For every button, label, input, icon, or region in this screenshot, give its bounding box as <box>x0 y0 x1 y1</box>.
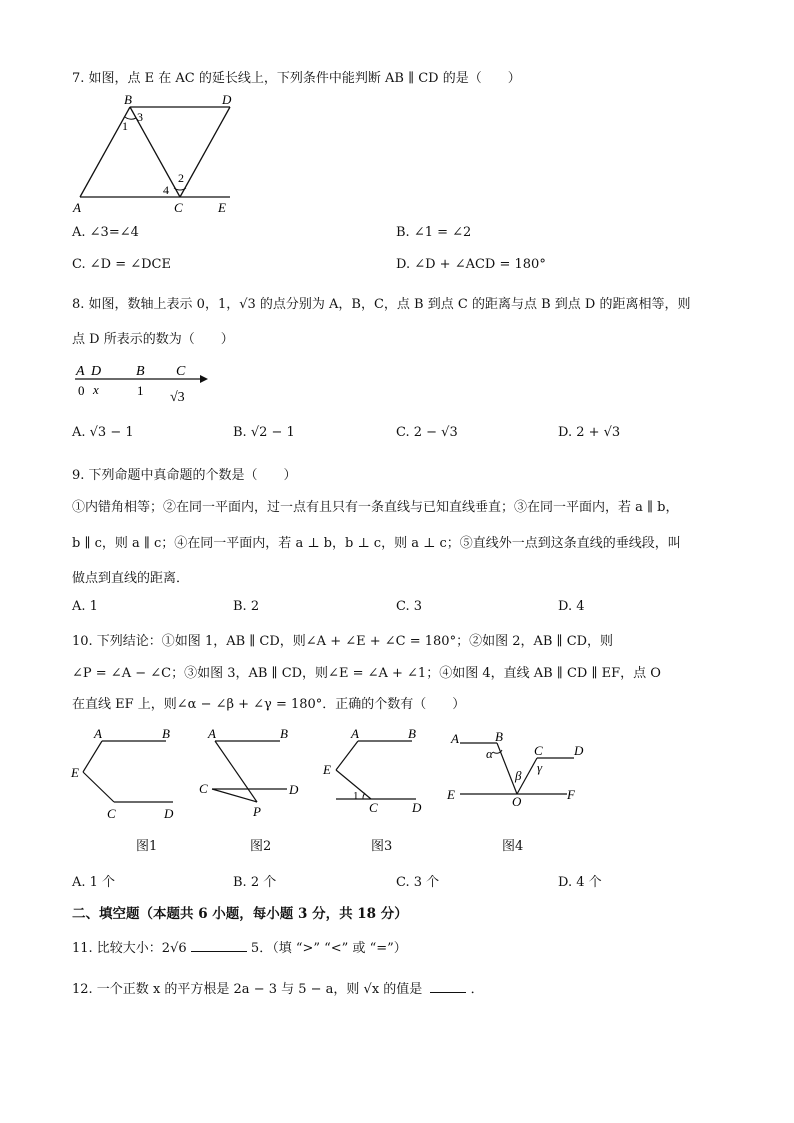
q8-stem-line2: 点 D 所表示的数为（ ） <box>72 332 234 347</box>
q10-option-c[interactable]: C. 3 个 <box>396 875 440 890</box>
q8-stem-line1: 8. 如图，数轴上表示 0，1，√3 的点分别为 A，B，C，点 B 到点 C 的距离与点 B 到点 D 的距离相等，则 <box>72 297 691 312</box>
q11-prefix: 11. 比较大小：2√6 <box>72 941 187 956</box>
q12-answer-blank[interactable] <box>430 980 466 993</box>
svg-text:B: B <box>495 729 503 744</box>
q10-caption-3: 图3 <box>371 839 393 854</box>
q7-option-a[interactable]: A. ∠3=∠4 <box>72 225 139 240</box>
svg-text:D: D <box>412 800 422 815</box>
svg-text:E: E <box>323 762 331 777</box>
q10-line1: 10. 下列结论：①如图 1，AB ∥ CD，则∠A + ∠E + ∠C = 180°；②如图 2，AB ∥ CD，则 <box>72 634 614 649</box>
q7-option-c[interactable]: C. ∠D = ∠DCE <box>72 257 171 272</box>
svg-text:D: D <box>289 782 299 797</box>
q10-option-d[interactable]: D. 4 个 <box>558 875 602 890</box>
svg-text:B: B <box>162 726 170 741</box>
svg-text:A: A <box>351 726 359 741</box>
svg-text:C: C <box>107 806 116 821</box>
q10-figure-2 <box>195 722 315 827</box>
q7-stem: 7. 如图，点 E 在 AC 的延长线上，下列条件中能判断 AB ∥ CD 的是（ ） <box>72 71 521 86</box>
q9-line3: 做点到直线的距离． <box>72 571 190 586</box>
q7-figure <box>70 92 245 217</box>
fig7-label-D: D <box>222 92 232 107</box>
fig7-label-3: 3 <box>137 110 143 124</box>
fig7-label-A: A <box>73 200 81 215</box>
q9-option-b[interactable]: B. 2 <box>233 599 260 614</box>
q7-option-b[interactable]: B. ∠1 = ∠2 <box>396 225 472 240</box>
axis-label-B: B <box>136 364 145 379</box>
svg-text:A: A <box>94 726 102 741</box>
q8-option-c[interactable]: C. 2 − √3 <box>396 425 458 440</box>
q9-option-a[interactable]: A. 1 <box>72 599 98 614</box>
axis-tick-1: 1 <box>137 383 144 398</box>
svg-text:E: E <box>447 787 455 802</box>
q12-end: ． <box>470 982 484 997</box>
fig7-label-1: 1 <box>122 119 128 133</box>
axis-tick-x: x <box>93 382 99 397</box>
q10-caption-4: 图4 <box>502 839 524 854</box>
svg-text:F: F <box>567 787 575 802</box>
q7-option-d[interactable]: D. ∠D + ∠ACD = 180° <box>396 257 546 272</box>
q8-option-b[interactable]: B. √2 − 1 <box>233 425 295 440</box>
svg-text:B: B <box>280 726 288 741</box>
axis-label-A: A <box>76 364 85 379</box>
svg-text:B: B <box>408 726 416 741</box>
q11-line <box>72 937 407 956</box>
section-2-title: 二、填空题（本题共 6 小题，每小题 3 分，共 18 分） <box>72 906 408 922</box>
svg-text:C: C <box>534 743 543 758</box>
fig7-label-4: 4 <box>163 183 169 197</box>
axis-label-C: C <box>176 364 186 379</box>
fig7-label-B: B <box>124 92 132 107</box>
q10-line2: ∠P = ∠A − ∠C；③如图 3，AB ∥ CD，则∠E = ∠A + ∠1；④如图 4，直线 AB ∥ CD ∥ EF，点 O <box>72 666 661 681</box>
q10-option-a[interactable]: A. 1 个 <box>72 875 116 890</box>
svg-text:C: C <box>199 781 208 796</box>
q9-option-d[interactable]: D. 4 <box>558 599 585 614</box>
svg-text:A: A <box>208 726 216 741</box>
fig7-label-C: C <box>174 200 183 215</box>
q9-line2: b ∥ c，则 a ∥ c；④在同一平面内，若 a ⊥ b，b ⊥ c，则 a ⊥ c；⑤直线外一点到这条直线的垂线段，叫 <box>72 536 681 551</box>
q11-answer-blank[interactable] <box>191 939 247 952</box>
svg-text:α: α <box>486 746 493 761</box>
q10-caption-2: 图2 <box>250 839 272 854</box>
q9-stem: 9. 下列命题中真命题的个数是（ ） <box>72 468 297 483</box>
fig7-label-E: E <box>218 200 226 215</box>
q12-text: 12. 一个正数 x 的平方根是 2a − 3 与 5 − a，则 √x 的值是 <box>72 982 423 997</box>
svg-text:β: β <box>515 768 522 783</box>
q8-number-line <box>70 358 220 408</box>
q10-figure-1 <box>66 722 186 827</box>
svg-text:C: C <box>369 800 378 815</box>
q8-option-a[interactable]: A. √3 − 1 <box>72 425 134 440</box>
q11-suffix: 5．（填 “>” “<” 或 “=”） <box>250 941 407 956</box>
q10-line3: 在直线 EF 上，则∠α − ∠β + ∠γ = 180°．正确的个数有（ ） <box>72 697 466 712</box>
svg-text:1: 1 <box>353 790 359 802</box>
q10-figure-3 <box>316 722 436 827</box>
q9-option-c[interactable]: C. 3 <box>396 599 423 614</box>
svg-text:D: D <box>574 743 584 758</box>
svg-text:P: P <box>253 804 261 819</box>
q8-option-d[interactable]: D. 2 + √3 <box>558 425 621 440</box>
q12-line <box>72 978 484 997</box>
q10-figure-4 <box>442 722 597 827</box>
q10-caption-1: 图1 <box>136 839 158 854</box>
svg-text:D: D <box>164 806 174 821</box>
svg-text:γ: γ <box>537 760 543 775</box>
svg-text:O: O <box>512 794 522 809</box>
axis-label-D: D <box>91 364 102 379</box>
fig7-label-2: 2 <box>178 171 184 185</box>
q10-option-b[interactable]: B. 2 个 <box>233 875 277 890</box>
svg-text:A: A <box>451 731 459 746</box>
svg-text:E: E <box>71 765 79 780</box>
axis-tick-0: 0 <box>78 383 85 398</box>
q9-line1: ①内错角相等；②在同一平面内，过一点有且只有一条直线与已知直线垂直；③在同一平面内，若 a ∥ b， <box>72 500 679 515</box>
axis-tick-sqrt3: √3 <box>170 390 185 405</box>
